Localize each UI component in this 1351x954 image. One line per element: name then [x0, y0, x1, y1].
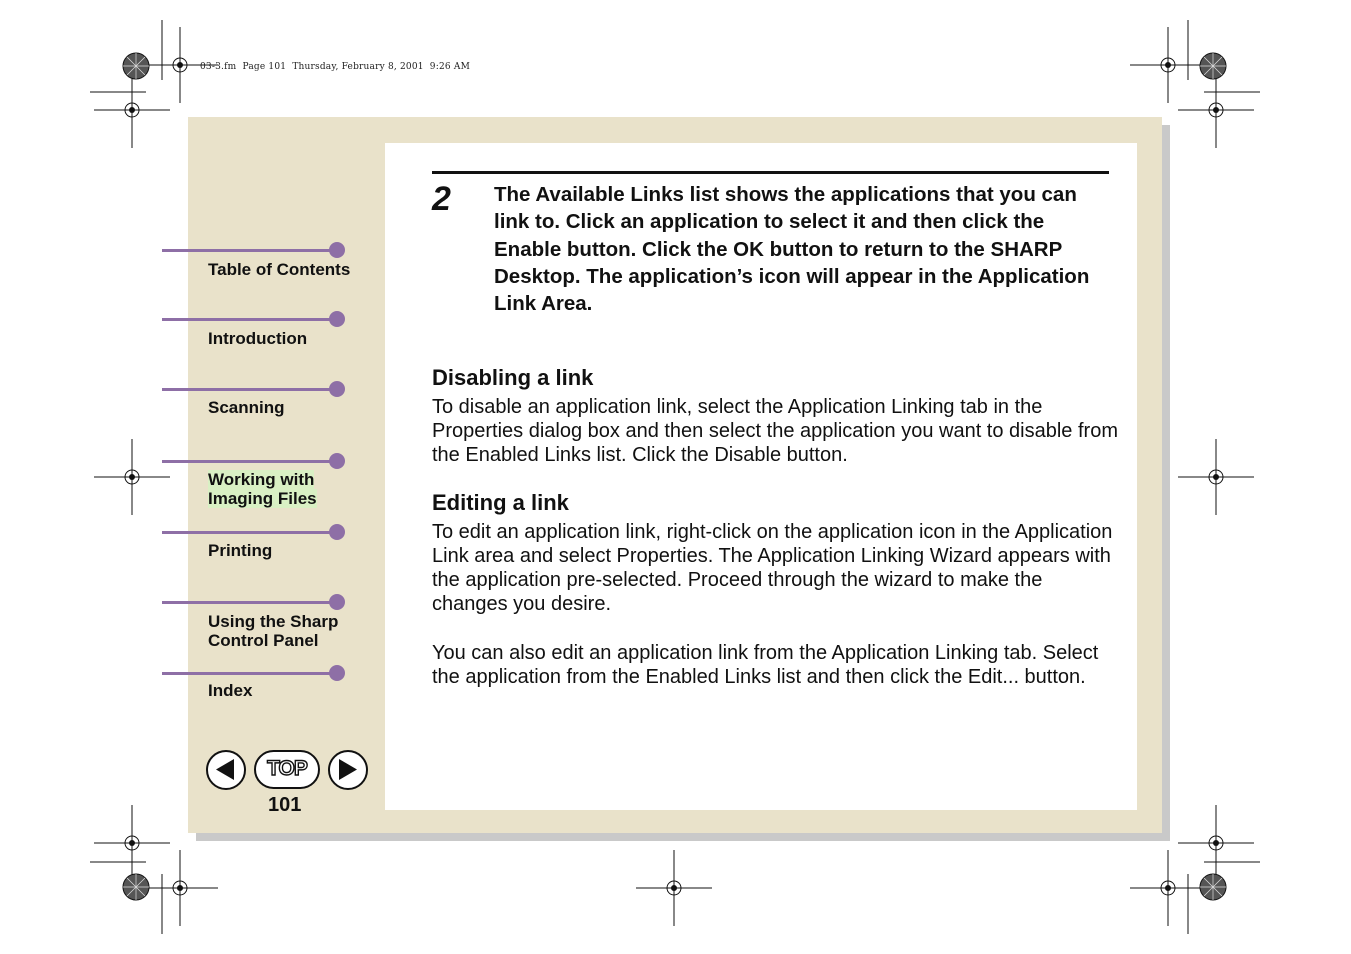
step-text: The Available Links list shows the applications that you can link to. Click an application to select it and then click the Enable button. Click the OK button to return to the SHARP Desktop. The application’s icon will appear in the Application Link Area. [494, 183, 1090, 316]
section-heading-editing: Editing a link [432, 490, 569, 515]
nav-dot [329, 381, 345, 397]
section-paragraph: You can also edit an application link from the Application Linking tab. Select the application from the Enabled Links list and then click the Edit... button. [432, 642, 1099, 688]
file-info-header: 03-3.fm Page 101 Thursday, February 8, 2001 9:26 AM [200, 62, 470, 72]
nav-line [162, 388, 337, 391]
section-heading-disabling: Disabling a link [432, 365, 594, 390]
nav-dot [329, 311, 345, 327]
page-number: 101 [268, 794, 302, 816]
nav-line [162, 249, 337, 252]
sidebar-item-working-with-imaging-files[interactable] [208, 470, 317, 508]
step-divider [432, 171, 1109, 174]
nav-line [162, 531, 337, 534]
sidebar-item-label-line2: Control Panel [208, 631, 319, 650]
section-paragraph: To edit an application link, right-click on the application icon in the Application Link area and select Properties. The Application Linking Wizard appears with the application pre-selected. Proceed through the wizard to make the changes you desire. [432, 521, 1113, 615]
sidebar-item-label-line1: Using the Sharp [208, 612, 339, 631]
triangle-left-icon [208, 752, 243, 787]
sidebar-item-index[interactable]: Index [208, 681, 253, 700]
sidebar-item-introduction[interactable]: Introduction [208, 329, 308, 348]
top-button-label: TOP [267, 757, 307, 780]
nav-line [162, 672, 337, 675]
sidebar-item-label-line2: Imaging Files [208, 489, 317, 508]
step-number: 2 [432, 180, 451, 218]
next-page-button[interactable] [328, 750, 368, 790]
top-button[interactable] [254, 750, 320, 789]
sidebar-item-printing[interactable]: Printing [208, 541, 273, 560]
sidebar-item-label-line1: Working with [208, 470, 315, 489]
nav-dot [329, 242, 345, 258]
sidebar-item-table-of-contents[interactable]: Table of Contents [208, 260, 351, 279]
nav-line [162, 460, 337, 463]
nav-line [162, 318, 337, 321]
sidebar-item-using-the-sharp-control-panel[interactable] [208, 612, 338, 650]
triangle-right-icon [330, 752, 365, 787]
previous-page-button[interactable] [206, 750, 246, 790]
nav-dot [329, 594, 345, 610]
nav-line [162, 601, 337, 604]
nav-dot [329, 524, 345, 540]
nav-dot [329, 453, 345, 469]
sidebar-item-scanning[interactable]: Scanning [208, 398, 285, 417]
nav-dot [329, 665, 345, 681]
section-paragraph: To disable an application link, select the Application Linking tab in the Properties dialog box and then select the application you want to disable from the Enabled Links list. Click the Disable button. [432, 396, 1118, 466]
